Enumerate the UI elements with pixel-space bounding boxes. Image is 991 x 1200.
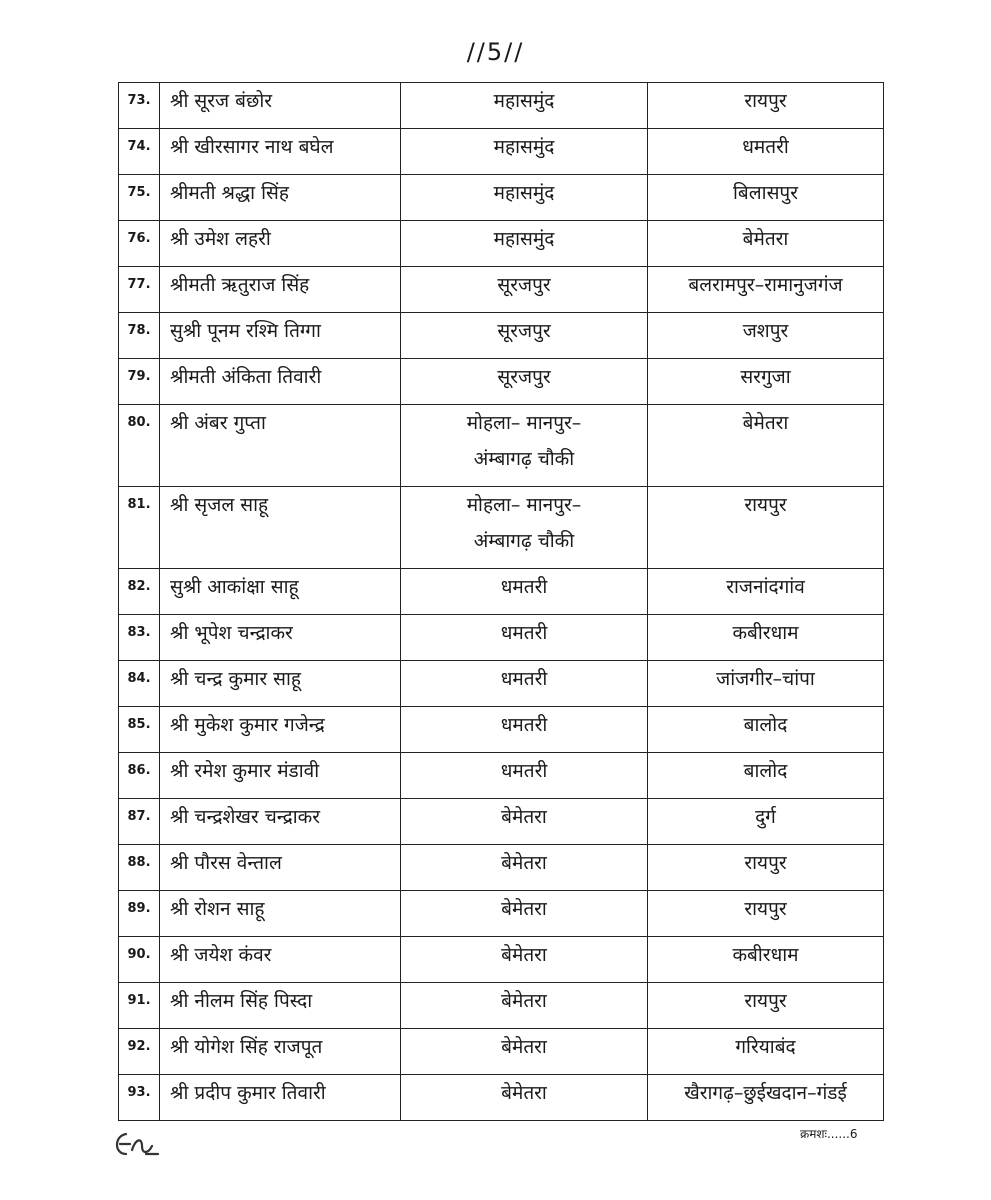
current-posting bbox=[401, 221, 648, 267]
transfer-table bbox=[118, 82, 884, 1121]
serial-number: 91. bbox=[119, 983, 160, 1029]
current-posting bbox=[401, 487, 648, 569]
employee-name: श्री नीलम सिंह पिस्दा bbox=[160, 983, 401, 1029]
employee-name: श्री रोशन साहू bbox=[160, 891, 401, 937]
table-row bbox=[119, 799, 884, 845]
table-row bbox=[119, 313, 884, 359]
table-row bbox=[119, 615, 884, 661]
employee-name: श्री मुकेश कुमार गजेन्द्र bbox=[160, 707, 401, 753]
new-posting: दुर्ग bbox=[648, 799, 884, 845]
table-row bbox=[119, 845, 884, 891]
current-posting-line: बेमेतरा bbox=[501, 1082, 547, 1104]
serial-number: 81. bbox=[119, 487, 160, 569]
new-posting: रायपुर bbox=[648, 983, 884, 1029]
current-posting bbox=[401, 1075, 648, 1121]
current-posting-line: बेमेतरा bbox=[501, 944, 547, 966]
new-posting: कबीरधाम bbox=[648, 937, 884, 983]
employee-name: श्री चन्द्रशेखर चन्द्राकर bbox=[160, 799, 401, 845]
page-number: //5// bbox=[466, 38, 525, 66]
employee-name: श्री सृजल साहू bbox=[160, 487, 401, 569]
employee-name: श्री जयेश कंवर bbox=[160, 937, 401, 983]
table-row bbox=[119, 1029, 884, 1075]
serial-number: 90. bbox=[119, 937, 160, 983]
new-posting: जांजगीर–चांपा bbox=[648, 661, 884, 707]
current-posting bbox=[401, 129, 648, 175]
new-posting: धमतरी bbox=[648, 129, 884, 175]
employee-name: श्री चन्द्र कुमार साहू bbox=[160, 661, 401, 707]
serial-number: 77. bbox=[119, 267, 160, 313]
table-row bbox=[119, 1075, 884, 1121]
serial-number: 82. bbox=[119, 569, 160, 615]
current-posting-line: अंम्बागढ़ चौकी bbox=[473, 448, 575, 470]
employee-name: सुश्री पूनम रश्मि तिग्गा bbox=[160, 313, 401, 359]
new-posting: बेमेतरा bbox=[648, 221, 884, 267]
table-row bbox=[119, 267, 884, 313]
current-posting bbox=[401, 707, 648, 753]
current-posting-line: महासमुंद bbox=[493, 90, 555, 112]
current-posting-line: बेमेतरा bbox=[501, 898, 547, 920]
current-posting bbox=[401, 799, 648, 845]
new-posting: बिलासपुर bbox=[648, 175, 884, 221]
employee-name: श्री उमेश लहरी bbox=[160, 221, 401, 267]
current-posting-line: बेमेतरा bbox=[501, 1036, 547, 1058]
table-row bbox=[119, 569, 884, 615]
new-posting: राजनांदगांव bbox=[648, 569, 884, 615]
employee-name: श्री अंबर गुप्ता bbox=[160, 405, 401, 487]
new-posting: गरियाबंद bbox=[648, 1029, 884, 1075]
current-posting-line: बेमेतरा bbox=[501, 990, 547, 1012]
table-row bbox=[119, 487, 884, 569]
new-posting: जशपुर bbox=[648, 313, 884, 359]
employee-name: श्री योगेश सिंह राजपूत bbox=[160, 1029, 401, 1075]
employee-name: श्रीमती श्रद्धा सिंह bbox=[160, 175, 401, 221]
current-posting-line: मोहला– मानपुर– bbox=[466, 412, 582, 434]
employee-name: श्री भूपेश चन्द्राकर bbox=[160, 615, 401, 661]
serial-number: 78. bbox=[119, 313, 160, 359]
new-posting: रायपुर bbox=[648, 487, 884, 569]
new-posting: बेमेतरा bbox=[648, 405, 884, 487]
current-posting bbox=[401, 83, 648, 129]
current-posting bbox=[401, 1029, 648, 1075]
current-posting-line: धमतरी bbox=[500, 668, 548, 690]
current-posting bbox=[401, 937, 648, 983]
current-posting-line: धमतरी bbox=[500, 576, 548, 598]
serial-number: 89. bbox=[119, 891, 160, 937]
current-posting-line: महासमुंद bbox=[493, 228, 555, 250]
employee-name: श्रीमती ऋतुराज सिंह bbox=[160, 267, 401, 313]
serial-number: 84. bbox=[119, 661, 160, 707]
table-row bbox=[119, 983, 884, 1029]
serial-number: 85. bbox=[119, 707, 160, 753]
current-posting-line: धमतरी bbox=[500, 760, 548, 782]
serial-number: 87. bbox=[119, 799, 160, 845]
employee-name: श्रीमती अंकिता तिवारी bbox=[160, 359, 401, 405]
new-posting: कबीरधाम bbox=[648, 615, 884, 661]
table-body bbox=[119, 83, 884, 1121]
serial-number: 83. bbox=[119, 615, 160, 661]
serial-number: 74. bbox=[119, 129, 160, 175]
new-posting: बालोद bbox=[648, 707, 884, 753]
serial-number: 88. bbox=[119, 845, 160, 891]
current-posting-line: अंम्बागढ़ चौकी bbox=[473, 530, 575, 552]
current-posting bbox=[401, 313, 648, 359]
employee-name: श्री पौरस वेन्ताल bbox=[160, 845, 401, 891]
table-row bbox=[119, 707, 884, 753]
employee-name: श्री रमेश कुमार मंडावी bbox=[160, 753, 401, 799]
table-row bbox=[119, 83, 884, 129]
new-posting: बलरामपुर–रामानुजगंज bbox=[648, 267, 884, 313]
new-posting: रायपुर bbox=[648, 845, 884, 891]
serial-number: 80. bbox=[119, 405, 160, 487]
current-posting bbox=[401, 661, 648, 707]
serial-number: 93. bbox=[119, 1075, 160, 1121]
current-posting-line: सूरजपुर bbox=[497, 274, 551, 296]
serial-number: 73. bbox=[119, 83, 160, 129]
table-row bbox=[119, 359, 884, 405]
current-posting-line: सूरजपुर bbox=[497, 320, 551, 342]
table-row bbox=[119, 753, 884, 799]
serial-number: 79. bbox=[119, 359, 160, 405]
table-row bbox=[119, 175, 884, 221]
table-row bbox=[119, 891, 884, 937]
current-posting bbox=[401, 891, 648, 937]
current-posting-line: बेमेतरा bbox=[501, 806, 547, 828]
current-posting-line: सूरजपुर bbox=[497, 366, 551, 388]
table-row bbox=[119, 405, 884, 487]
current-posting bbox=[401, 615, 648, 661]
current-posting-line: महासमुंद bbox=[493, 136, 555, 158]
serial-number: 92. bbox=[119, 1029, 160, 1075]
current-posting bbox=[401, 845, 648, 891]
current-posting-line: धमतरी bbox=[500, 622, 548, 644]
table-row bbox=[119, 661, 884, 707]
employee-name: श्री प्रदीप कुमार तिवारी bbox=[160, 1075, 401, 1121]
table-row bbox=[119, 129, 884, 175]
new-posting: रायपुर bbox=[648, 83, 884, 129]
current-posting bbox=[401, 175, 648, 221]
continued-note: क्रमशः......6 bbox=[800, 1127, 858, 1141]
current-posting-line: बेमेतरा bbox=[501, 852, 547, 874]
employee-name: सुश्री आकांक्षा साहू bbox=[160, 569, 401, 615]
employee-name: श्री खीरसागर नाथ बघेल bbox=[160, 129, 401, 175]
table-row bbox=[119, 221, 884, 267]
current-posting bbox=[401, 405, 648, 487]
current-posting bbox=[401, 569, 648, 615]
employee-name: श्री सूरज बंछोर bbox=[160, 83, 401, 129]
current-posting-line: मोहला– मानपुर– bbox=[466, 494, 582, 516]
serial-number: 86. bbox=[119, 753, 160, 799]
current-posting bbox=[401, 983, 648, 1029]
serial-number: 76. bbox=[119, 221, 160, 267]
current-posting-line: धमतरी bbox=[500, 714, 548, 736]
current-posting bbox=[401, 267, 648, 313]
initials-signature bbox=[108, 1124, 168, 1164]
new-posting: रायपुर bbox=[648, 891, 884, 937]
current-posting-line: महासमुंद bbox=[493, 182, 555, 204]
current-posting bbox=[401, 359, 648, 405]
new-posting: सरगुजा bbox=[648, 359, 884, 405]
table-row bbox=[119, 937, 884, 983]
new-posting: बालोद bbox=[648, 753, 884, 799]
serial-number: 75. bbox=[119, 175, 160, 221]
current-posting bbox=[401, 753, 648, 799]
new-posting: खैरागढ़–छुईखदान–गंडई bbox=[648, 1075, 884, 1121]
